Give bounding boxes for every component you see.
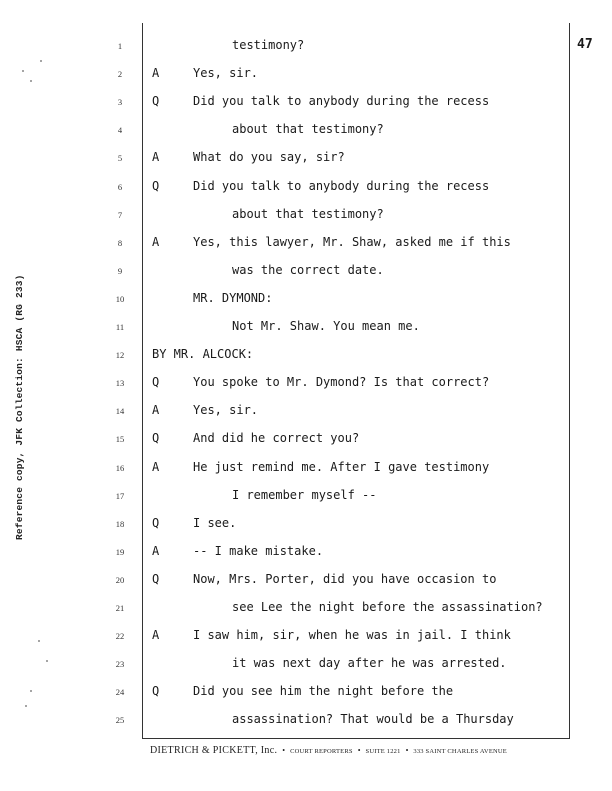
line-number: 10	[115, 293, 125, 304]
reference-stamp: Reference copy, JFK Collection: HSCA (RG 233)	[14, 274, 25, 540]
line-number: 12	[115, 350, 125, 361]
speaker-label: A	[152, 628, 160, 643]
transcript-line	[0, 374, 612, 396]
line-number: 18	[115, 518, 125, 529]
line-text: MR. DYMOND:	[193, 290, 273, 305]
speaker-label: Q	[152, 431, 160, 446]
line-text: it was next day after he was arrested.	[232, 656, 507, 671]
line-number: 20	[115, 574, 125, 585]
transcript-line	[0, 430, 612, 452]
line-text: I saw him, sir, when he was in jail. I think	[193, 628, 511, 643]
line-text: And did he correct you?	[193, 431, 360, 446]
speaker-label: A	[152, 66, 160, 81]
line-text: Did you see him the night before the	[193, 684, 454, 699]
line-number: 1	[117, 41, 123, 51]
transcript-line	[0, 346, 612, 368]
speaker-label: Q	[152, 684, 160, 699]
transcript-line	[0, 543, 612, 565]
line-number: 4	[117, 125, 123, 136]
line-number: 11	[115, 322, 125, 332]
line-number: 8	[117, 237, 123, 248]
line-text: Yes, sir.	[193, 66, 259, 81]
line-text: I see.	[193, 515, 237, 530]
line-number: 3	[117, 97, 123, 108]
transcript-line	[0, 655, 612, 677]
footer-suite: SUITE 1221	[365, 748, 401, 755]
line-number: 5	[117, 153, 123, 164]
line-text: -- I make mistake.	[193, 543, 324, 558]
line-number: 25	[115, 715, 125, 726]
speaker-label: A	[152, 459, 160, 474]
line-number: 6	[117, 181, 123, 192]
speaker-label: A	[152, 403, 160, 418]
transcript-line	[0, 206, 612, 228]
line-number: 23	[115, 659, 125, 670]
line-number: 17	[115, 490, 125, 501]
speaker-label: Q	[152, 375, 160, 390]
speaker-label: Q	[152, 515, 160, 530]
line-text: was the correct date.	[232, 262, 384, 277]
line-text: Yes, this lawyer, Mr. Shaw, asked me if this	[193, 234, 511, 249]
transcript-line	[0, 402, 612, 424]
footer-address: 333 SAINT CHARLES AVENUE	[413, 748, 507, 755]
line-number: 15	[115, 434, 125, 445]
line-number: 24	[115, 687, 125, 698]
transcript-line	[0, 121, 612, 143]
line-text: testimony?	[232, 38, 305, 52]
line-text: He just remind me. After I gave testimony	[193, 459, 490, 474]
footer: DIETRICH & PICKETT, Inc. • COURT REPORTERS • SUITE 1221 • 333 SAINT CHARLES AVENUE	[150, 745, 507, 756]
speaker-label: Q	[152, 571, 160, 586]
transcript-line	[0, 93, 612, 115]
transcript-line	[0, 149, 612, 171]
speaker-label: A	[152, 543, 160, 558]
transcript-line	[0, 290, 612, 312]
speaker-label: A	[152, 150, 160, 165]
transcript-line	[0, 627, 612, 649]
transcript-line	[0, 571, 612, 593]
line-number: 7	[117, 209, 123, 220]
line-text: about that testimony?	[232, 122, 384, 137]
line-number: 14	[115, 406, 125, 417]
line-text: about that testimony?	[232, 206, 384, 221]
transcript-line	[0, 711, 612, 733]
line-text: Not Mr. Shaw. You mean me.	[232, 319, 420, 333]
speaker-label: Q	[152, 94, 160, 109]
transcript-line	[0, 178, 612, 200]
transcript-line	[0, 65, 612, 87]
line-text: Did you talk to anybody during the recess	[193, 178, 490, 193]
line-number: 9	[117, 265, 123, 276]
transcript-line	[0, 262, 612, 284]
footer-firm: DIETRICH & PICKETT, Inc.	[150, 745, 278, 756]
line-number: 16	[115, 462, 125, 473]
line-text: BY MR. ALCOCK:	[152, 347, 254, 362]
line-number: 19	[115, 546, 125, 557]
line-text: You spoke to Mr. Dymond? Is that correct?	[193, 375, 490, 390]
footer-role: COURT REPORTERS	[290, 748, 353, 755]
line-text: Now, Mrs. Porter, did you have occasion to	[193, 571, 497, 586]
line-text: Did you talk to anybody during the recess	[193, 94, 490, 109]
transcript-line	[0, 599, 612, 621]
line-number: 21	[115, 603, 125, 613]
speaker-label: Q	[152, 178, 160, 193]
transcript-line	[0, 487, 612, 509]
transcript-line	[0, 318, 612, 340]
line-number: 22	[115, 631, 125, 642]
transcript-line	[0, 234, 612, 256]
line-text: I remember myself --	[232, 487, 377, 502]
transcript-line	[0, 515, 612, 537]
line-text: assassination? That would be a Thursday	[232, 712, 514, 727]
transcript-line	[0, 683, 612, 705]
line-text: see Lee the night before the assassination?	[232, 600, 543, 614]
line-text: What do you say, sir?	[193, 150, 345, 165]
line-text: Yes, sir.	[193, 403, 259, 418]
page-number: 47	[577, 37, 593, 52]
speaker-label: A	[152, 234, 160, 249]
transcript-line	[0, 37, 612, 59]
line-number: 13	[115, 378, 125, 389]
line-number: 2	[117, 69, 123, 80]
transcript-line	[0, 459, 612, 481]
